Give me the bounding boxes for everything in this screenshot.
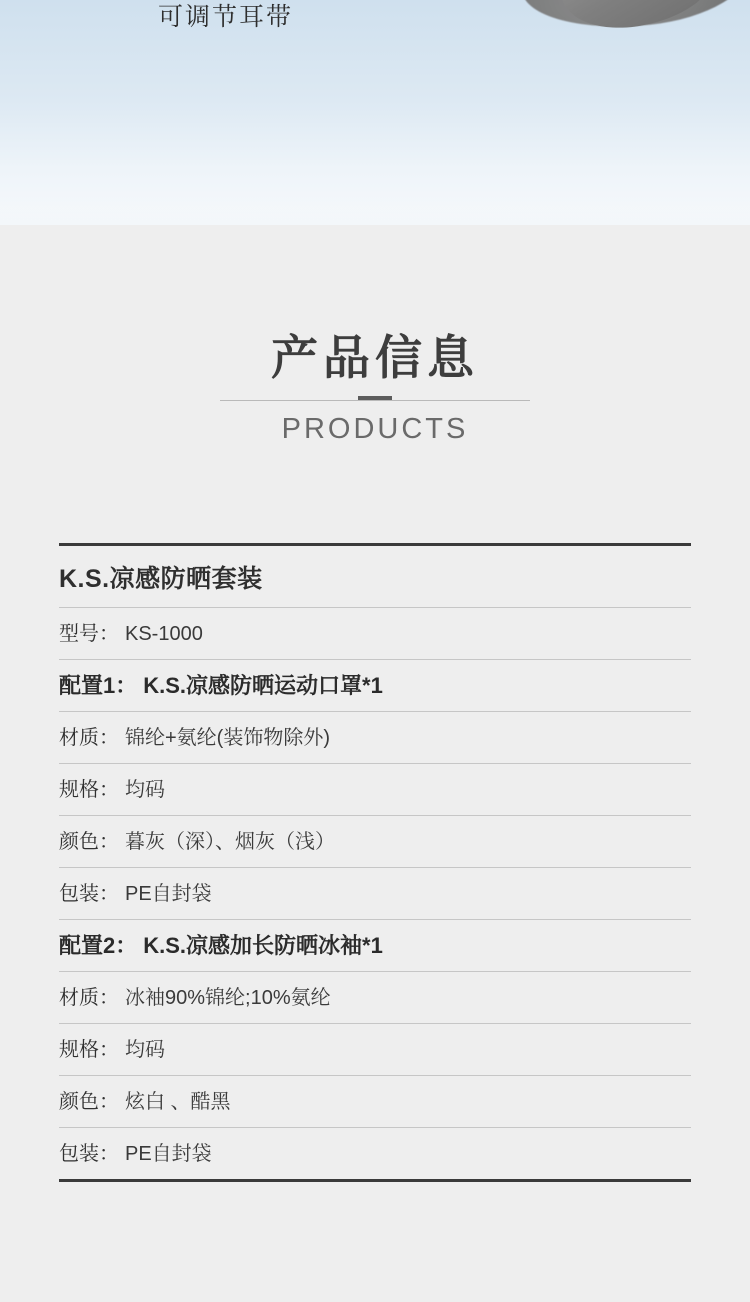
spec-row-label: 规格： [59, 1039, 119, 1061]
spec-row-label: 型号： [59, 623, 119, 645]
spec-row-value: 均码 [125, 779, 165, 801]
spec-row [59, 972, 691, 1024]
hero-caption: 可调节耳带 [158, 3, 294, 31]
spec-row [59, 1128, 691, 1179]
spec-row-value: PE自封袋 [125, 1143, 212, 1165]
spec-row-value: K.S.凉感加长防晒冰袖*1 [143, 933, 383, 958]
product-info-section [0, 225, 750, 1302]
spec-row-label: 规格： [59, 779, 119, 801]
spec-row [59, 868, 691, 920]
spec-row-value: K.S.凉感防晒运动口罩*1 [143, 673, 383, 698]
spec-row-label: 材质： [59, 727, 119, 749]
spec-row-label: 颜色： [59, 1091, 119, 1113]
page-subtitle: PRODUCTS [281, 413, 469, 445]
spec-row-label: 配置1： [59, 673, 138, 698]
spec-row-value: PE自封袋 [125, 883, 212, 905]
spec-row [59, 1076, 691, 1128]
spec-row-value: 冰袖90%锦纶;10%氨纶 [125, 987, 331, 1009]
spec-row [59, 660, 691, 712]
spec-rows [59, 608, 691, 1179]
spec-row [59, 764, 691, 816]
spec-row [59, 920, 691, 972]
spec-product-name: K.S.凉感防晒套装 [59, 546, 691, 608]
spec-row-value: 均码 [125, 1039, 165, 1061]
spec-row-value: 暮灰（深）、烟灰（浅） [125, 831, 335, 853]
spec-row-value: 炫白 、酷黑 [125, 1091, 231, 1113]
hero-banner [0, 0, 750, 225]
spec-row [59, 712, 691, 764]
spec-row-label: 材质： [59, 987, 119, 1009]
page-title: 产品信息 [271, 331, 479, 384]
spec-row [59, 1024, 691, 1076]
spec-row-label: 包装： [59, 1143, 119, 1165]
heading-divider [220, 400, 530, 401]
hero-fade-overlay [0, 185, 750, 225]
spec-row-label: 包装： [59, 883, 119, 905]
spec-row-value: 锦纶+氨纶(装饰物除外) [125, 727, 330, 749]
spec-row-label: 配置2： [59, 933, 138, 958]
spec-table [59, 543, 691, 1182]
spec-row [59, 608, 691, 660]
spec-row-label: 颜色： [59, 831, 119, 853]
bottom-spacer [0, 1182, 750, 1302]
spec-row-value: KS-1000 [125, 623, 203, 645]
section-heading [0, 225, 750, 446]
spec-row [59, 816, 691, 868]
